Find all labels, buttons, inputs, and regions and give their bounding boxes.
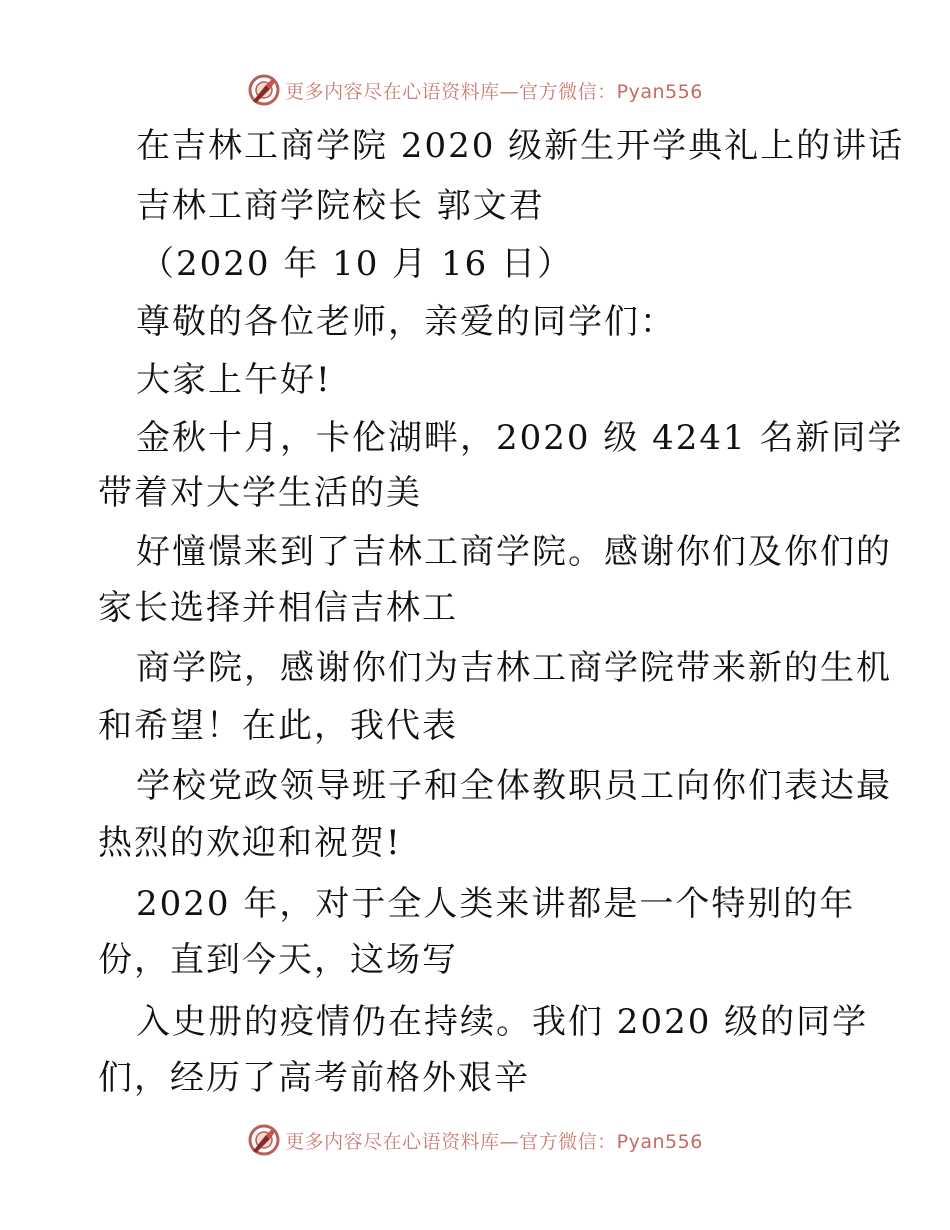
wechat-account: Pyan556 — [616, 80, 703, 103]
footer-banner — [0, 1120, 950, 1160]
body-line: 入史册的疫情仍在持续。我们 2020 级的同学 — [136, 1002, 869, 1042]
body-line: 和希望！在此，我代表 — [98, 706, 458, 746]
greeting: 大家上午好! — [136, 360, 332, 400]
speech-title: 在吉林工商学院 2020 级新生开学典礼上的讲话 — [136, 126, 905, 166]
body-line: 学校党政领导班子和全体教职员工向你们表达最 — [136, 766, 892, 806]
body-line: 商学院，感谢你们为吉林工商学院带来新的生机 — [136, 648, 892, 688]
body-line: 好憧憬来到了吉林工商学院。感谢你们及你们的 — [136, 532, 892, 572]
speech-author: 吉林工商学院校长 郭文君 — [136, 186, 545, 226]
header-banner — [0, 70, 950, 110]
body-line: 2020 年，对于全人类来讲都是一个特别的年 — [136, 884, 856, 924]
body-line: 带着对大学生活的美 — [98, 473, 422, 513]
wechat-account: Pyan556 — [616, 1130, 703, 1153]
speech-date: （2020 年 10 月 16 日） — [140, 244, 574, 284]
banner-text: 更多内容尽在心语资料库—官方微信：Pyan556 — [285, 80, 703, 103]
body-line: 们，经历了高考前格外艰辛 — [98, 1058, 530, 1098]
body-line: 家长选择并相信吉林工 — [98, 588, 458, 628]
body-line: 份，直到今天，这场写 — [98, 940, 458, 980]
body-line: 热烈的欢迎和祝贺! — [98, 823, 402, 863]
pen-logo-icon — [247, 1123, 281, 1157]
pen-logo-icon — [247, 73, 281, 107]
banner-text: 更多内容尽在心语资料库—官方微信：Pyan556 — [285, 1130, 703, 1153]
body-line: 金秋十月，卡伦湖畔，2020 级 4241 名新同学 — [136, 418, 904, 458]
salutation: 尊敬的各位老师，亲爱的同学们： — [136, 302, 676, 342]
